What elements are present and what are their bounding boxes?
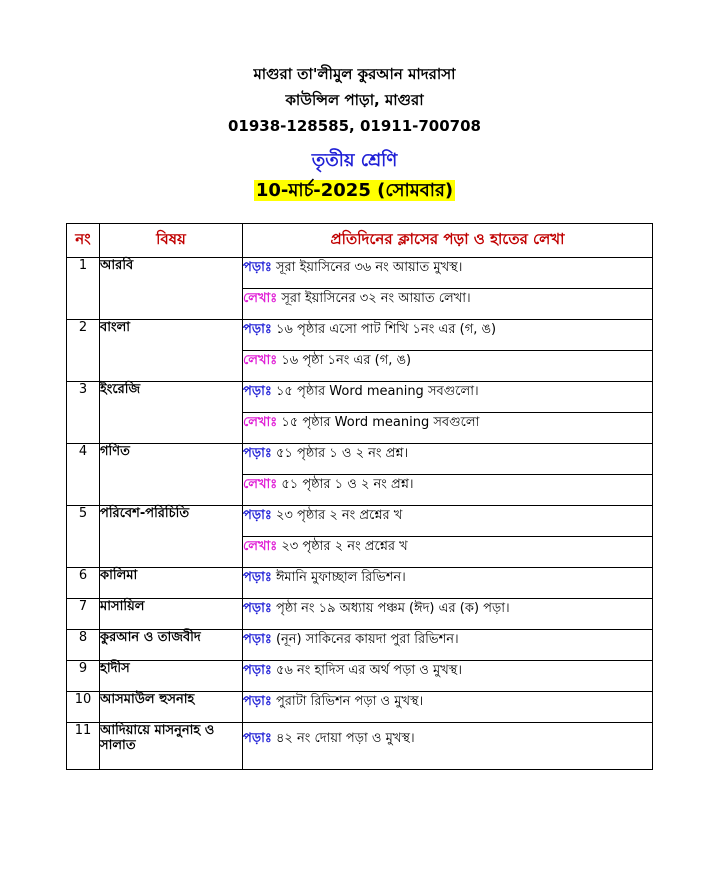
write-text: ২৩ পৃষ্ঠার ২ নং প্রশ্নের খ: [277, 539, 408, 554]
row-subject: কুরআন ও তাজবীদ: [100, 630, 243, 661]
read-text: ৫১ পৃষ্ঠার ১ ও ২ নং প্রশ্ন।: [271, 446, 409, 461]
institution-phones: 01938-128585, 01911-700708: [228, 117, 481, 135]
row-number: 4: [67, 444, 100, 506]
read-label: পড়াঃ: [243, 260, 272, 275]
read-label: পড়াঃ: [243, 384, 272, 399]
table-row: [67, 382, 653, 413]
read-text: ৪২ নং দোয়া পড়া ও মুখস্থ।: [271, 731, 415, 746]
row-subject: মাসায়িল: [100, 599, 243, 630]
read-text: ২৩ পৃষ্ঠার ২ নং প্রশ্নের খ: [271, 508, 403, 523]
row-subject: হাদীস: [100, 661, 243, 692]
header-description: প্রতিদিনের ক্লাসের পড়া ও হাতের লেখা: [243, 224, 653, 258]
write-cell: [243, 475, 653, 506]
row-number: 1: [67, 258, 100, 320]
date-line: [0, 178, 709, 204]
routine-table: [66, 223, 653, 770]
write-text: ৫১ পৃষ্ঠার ১ ও ২ নং প্রশ্ন।: [277, 477, 414, 492]
read-label: পড়াঃ: [243, 731, 272, 746]
write-label: লেখাঃ: [243, 477, 278, 492]
write-text: ১৬ পৃষ্ঠা ১নং এর (গ, ঙ): [277, 353, 412, 368]
row-number: 5: [67, 506, 100, 568]
read-cell: [243, 692, 653, 723]
table-row: [67, 568, 653, 599]
read-cell: [243, 444, 653, 475]
read-text: সূরা ইয়াসিনের ৩৬ নং আয়াত মুখস্থ।: [271, 260, 463, 275]
write-text: ১৫ পৃষ্ঠার Word meaning সবগুলো: [277, 415, 480, 430]
read-cell: [243, 382, 653, 413]
read-text: ১৬ পৃষ্ঠার এসো পাট শিখি ১নং এর (গ, ঙ): [271, 322, 497, 337]
write-cell: [243, 351, 653, 382]
table-row: [67, 258, 653, 289]
table-header-row: [67, 224, 653, 258]
read-cell: [243, 599, 653, 630]
class-title: তৃতীয় শ্রেণি: [311, 150, 398, 171]
write-cell: [243, 537, 653, 568]
read-cell: [243, 630, 653, 661]
row-subject: আদিয়ায়ে মাসনুনাহ ও সালাত: [100, 723, 243, 770]
institution-name: মাগুরা তা'লীমুল কুরআন মাদরাসা: [253, 65, 456, 83]
read-text: পৃষ্ঠা নং ১৯ অধ্যায় পঞ্চম (ঈদ) এর (ক) পড়া।: [271, 601, 510, 616]
row-subject: গণিত: [100, 444, 243, 506]
row-subject: আসমাউল হুসনাহ: [100, 692, 243, 723]
write-label: লেখাঃ: [243, 353, 278, 368]
table-row: [67, 320, 653, 351]
read-cell: [243, 723, 653, 770]
read-label: পড়াঃ: [243, 663, 272, 678]
row-subject: পরিবেশ-পরিচিতি: [100, 506, 243, 568]
read-cell: [243, 258, 653, 289]
row-number: 10: [67, 692, 100, 723]
date-text: 10-মার্চ-2025 (সোমবার): [255, 180, 454, 201]
table-row: [67, 599, 653, 630]
write-text: সূরা ইয়াসিনের ৩২ নং আয়াত লেখা।: [277, 291, 471, 306]
read-label: পড়াঃ: [243, 601, 272, 616]
read-text: ঈমানি মুফাচ্ছাল রিভিশন।: [271, 570, 406, 585]
row-number: 8: [67, 630, 100, 661]
read-cell: [243, 506, 653, 537]
header-subject: বিষয়: [100, 224, 243, 258]
read-label: পড়াঃ: [243, 322, 272, 337]
row-subject: বাংলা: [100, 320, 243, 382]
row-number: 11: [67, 723, 100, 770]
row-subject: ইংরেজি: [100, 382, 243, 444]
row-number: 7: [67, 599, 100, 630]
table-row: [67, 723, 653, 770]
read-label: পড়াঃ: [243, 632, 272, 647]
read-text: ১৫ পৃষ্ঠার Word meaning সবগুলো।: [271, 384, 479, 399]
row-number: 3: [67, 382, 100, 444]
institution-address: কাউন্সিল পাড়া, মাগুরা: [285, 91, 424, 109]
read-text: পুরাটা রিভিশন পড়া ও মুখস্থ।: [271, 694, 424, 709]
read-label: পড়াঃ: [243, 570, 272, 585]
row-number: 9: [67, 661, 100, 692]
table-row: [67, 661, 653, 692]
row-number: 6: [67, 568, 100, 599]
row-subject: কালিমা: [100, 568, 243, 599]
table-row: [67, 444, 653, 475]
read-cell: [243, 661, 653, 692]
write-label: লেখাঃ: [243, 539, 278, 554]
write-cell: [243, 289, 653, 320]
read-label: পড়াঃ: [243, 694, 272, 709]
write-label: লেখাঃ: [243, 415, 278, 430]
table-row: [67, 692, 653, 723]
read-cell: [243, 568, 653, 599]
table-row: [67, 506, 653, 537]
write-cell: [243, 413, 653, 444]
read-cell: [243, 320, 653, 351]
read-text: (নূন) সাকিনের কায়দা পুরা রিভিশন।: [271, 632, 459, 647]
write-label: লেখাঃ: [243, 291, 278, 306]
row-number: 2: [67, 320, 100, 382]
row-subject: আরবি: [100, 258, 243, 320]
read-text: ৫৬ নং হাদিস এর অর্থ পড়া ও মুখস্থ।: [271, 663, 463, 678]
header-no: নং: [67, 224, 100, 258]
read-label: পড়াঃ: [243, 508, 272, 523]
table-row: [67, 630, 653, 661]
read-label: পড়াঃ: [243, 446, 272, 461]
